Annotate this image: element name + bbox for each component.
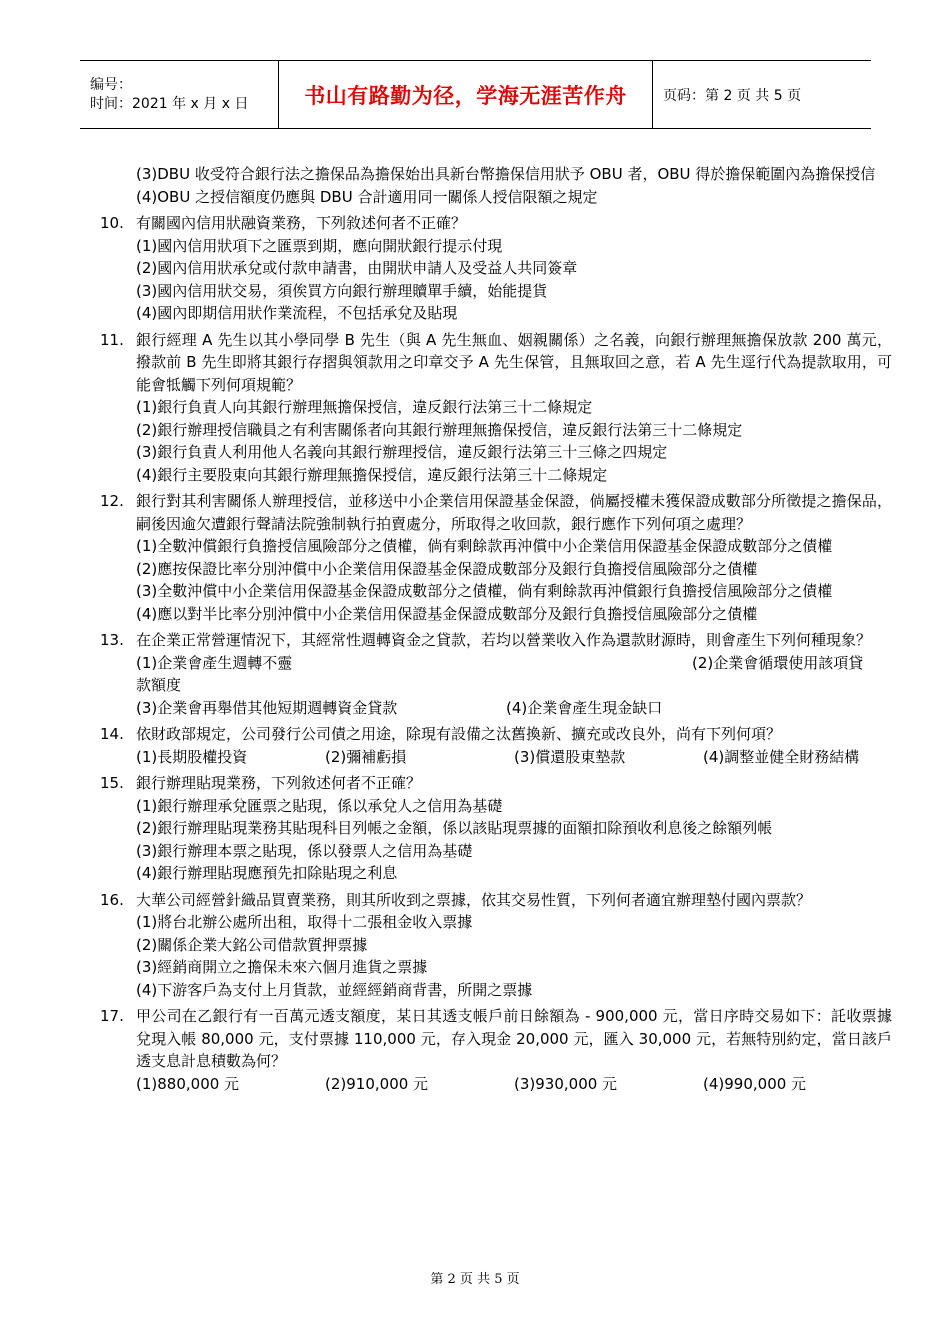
question-number: 10. [100,214,124,232]
option-line: (4)銀行辦理貼現應預先扣除貼現之利息 [136,864,398,882]
option-4: (4)調整並健全財務結構 [703,747,860,766]
time-label: 时间：2021 年 x 月 x 日 [90,95,249,112]
option-row [100,697,892,720]
option-line: (4)銀行主要股東向其銀行辦理無擔保授信，違反銀行法第三十二條規定 [136,465,608,484]
question-text: 甲公司在乙銀行有一百萬元透支額度，某日其透支帳戶前日餘額為 - 900,000 元，當日序時交易如下：託收票據兌現入帳 80,000 元，支付票據 110,000 元，存入現金 20,000 元，匯入 30,000 元，若無特別約定，當日該戶透支息計息積數為何？ [136,1007,892,1070]
option-3: (3)930,000 元 [514,1074,618,1093]
question-text: 大華公司經營針織品買賣業務，則其所收到之票據，依其交易性質，下列何者適宜辦理墊付國內票款？ [136,890,812,909]
option-line: (3)銀行負責人利用他人名義向其銀行辦理授信，違反銀行法第三十三條之四規定 [136,443,668,461]
option-line: (2)銀行辦理授信職員之有利害關係者向其銀行辦理無擔保授信，違反銀行法第三十二條規定 [136,420,743,439]
question-15 [100,772,892,795]
option-1: (1)企業會產生週轉不靈 [136,653,293,672]
question-text: 銀行辦理貼現業務，下列敘述何者不正確？ [136,774,422,792]
question-text: 有關國內信用狀融資業務，下列敘述何者不正確？ [136,214,467,232]
question-text: 依財政部規定，公司發行公司債之用途，除現有設備之汰舊換新、擴充或改良外，尚有下列何項？ [136,725,782,743]
option-line: (1)國內信用狀項下之匯票到期，應向開狀銀行提示付現 [136,236,503,255]
option-row [100,674,892,697]
option-line: (1)銀行辦理承兌匯票之貼現，係以承兌人之信用為基礎 [136,796,503,815]
option-line: (2)銀行辦理貼現業務其貼現科目列帳之金額，係以該貼現票據的面額扣除預收利息後之餘額列帳 [136,819,773,837]
option-line: (3)國內信用狀交易，須俟買方向銀行辦理贖單手續，始能提貨 [136,281,548,300]
question-number: 12. [100,492,124,510]
document-body [100,163,892,1095]
question-text: 在企業正常營運情況下，其經常性週轉資金之貸款，若均以營業收入作為還款財源時，則會產生下列何種現象？ [136,631,872,649]
option-line: (2)關係企業大銘公司借款質押票據 [136,935,368,954]
option-line: (2)國內信用狀承兌或付款申請書，由開狀申請人及受益人共同簽章 [136,259,578,277]
option-4: (4)990,000 元 [703,1074,807,1093]
option-2: (2)彌補虧損 [325,747,407,766]
option-row [100,652,892,675]
option-line: (1)全數沖償銀行負擔授信風險部分之債權，倘有剩餘款再沖償中小企業信用保證基金保證成數部分之債權 [136,537,833,555]
question-17 [100,1005,892,1073]
option-2-head: (2)企業會循環使用該項貸 [692,653,864,672]
question-13 [100,629,892,652]
question-number: 17. [100,1007,124,1025]
option-line: (2)應按保證比率分別沖償中小企業信用保證基金保證成數部分及銀行負擔授信風險部分之債權 [136,559,758,578]
question-12 [100,490,892,535]
header-page-label: 页码：第 2 页 共 5 页 [663,87,802,104]
option-row [100,746,892,769]
option-line: (3)銀行辦理本票之貼現，係以發票人之信用為基礎 [136,841,473,860]
page-header [80,60,871,129]
option-2-tail: 款額度 [136,676,182,694]
option-line: (1)銀行負責人向其銀行辦理無擔保授信，違反銀行法第三十二條規定 [136,398,593,416]
option-line: (4)下游客戶為支付上月貨款，並經經銷商背書，所開之票據 [136,980,533,999]
question-number: 14. [100,725,124,743]
option-line: (3)全數沖償中小企業信用保證基金保證成數部分之債權，倘有剩餘款再沖償銀行負擔授信風險部分之債權 [136,582,833,600]
option-line: (3)經銷商開立之擔保未來六個月進貨之票據 [136,958,428,976]
question-16 [100,889,892,912]
option-1: (1)長期股權投資 [136,747,248,766]
option-2: (2)910,000 元 [325,1074,429,1093]
header-motto: 书山有路勤为径，学海无涯苦作舟 [279,61,653,128]
option-line: (4)應以對半比率分別沖償中小企業信用保證基金保證成數部分及銀行負擔授信風險部分之債權 [136,604,758,623]
header-left-cell [80,61,279,128]
question-10 [100,212,892,235]
option-3: (3)企業會再舉借其他短期週轉資金貸款 [136,698,398,717]
option-line: (1)將台北辦公處所出租，取得十二張租金收入票據 [136,913,473,931]
question-number: 16. [100,890,124,909]
option-4: (4)企業會產生現金缺口 [506,698,663,717]
page-footer: 第 2 页 共 5 页 [430,1272,520,1287]
option-line: (4)國內即期信用狀作業流程，不包括承兌及貼現 [136,304,458,322]
question-11 [100,329,892,397]
option-line: (4)OBU 之授信額度仍應與 DBU 合計適用同一關係人授信限額之規定 [136,187,598,206]
option-row [100,1073,892,1096]
option-3: (3)償還股東墊款 [514,747,626,766]
question-text: 銀行對其利害關係人辦理授信，並移送中小企業信用保證基金保證，倘屬授權未獲保證成數部分所徵提之擔保品，嗣後因逾欠遭銀行聲請法院強制執行拍賣處分，所取得之收回款，銀行應作下列何項之處理？ [136,492,892,533]
question-14 [100,723,892,746]
option-line: (3)DBU 收受符合銀行法之擔保品為擔保始出具新台幣擔保信用狀予 OBU 者，OBU 得於擔保範圍內為擔保授信 [136,165,876,183]
question-number: 11. [100,330,124,349]
question-number: 15. [100,774,124,792]
option-1: (1)880,000 元 [136,1074,240,1093]
question-number: 13. [100,631,124,649]
question-text: 銀行經理 A 先生以其小學同學 B 先生（與 A 先生無血、姻親關係）之名義，向銀行辦理無擔保放款 200 萬元，撥款前 B 先生即將其銀行存摺與領款用之印章交予 A 先生保管，且無取回之意，若 A 先生逕行代為提款取用，可能會牴觸下列何項規範？ [136,330,892,394]
number-label: 编号： [90,76,132,93]
